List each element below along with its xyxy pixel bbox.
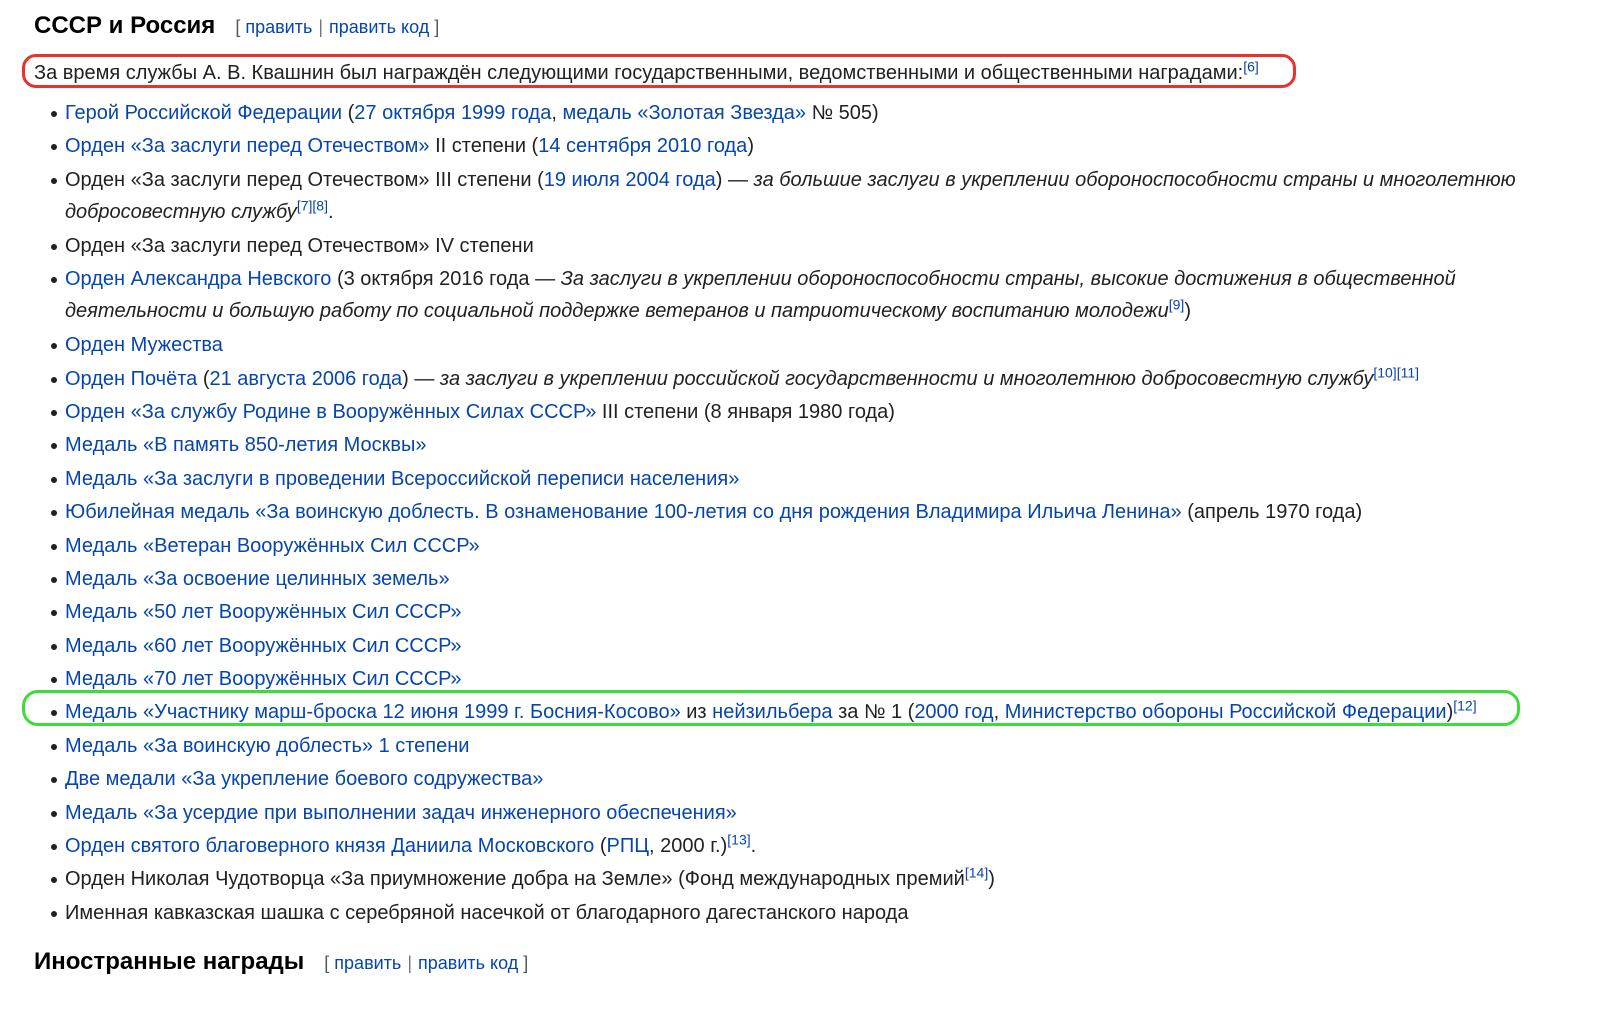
award-text: . <box>750 835 757 858</box>
award-link[interactable]: Орден Мужества <box>65 334 223 357</box>
award-list-item <box>34 530 1534 562</box>
award-text: (апрель 1970 года) <box>1181 501 1363 524</box>
award-link[interactable]: 2006 года <box>311 367 403 390</box>
award-link[interactable]: Министерство обороны Российской Федерации <box>1004 701 1447 724</box>
reference-link[interactable]: [13] <box>727 831 751 848</box>
award-text: Орден Николая Чудотворца «За приумножение добра на Земле» (Фонд международных премий <box>65 868 965 891</box>
award-text: ( <box>342 102 355 124</box>
award-list-item <box>34 563 1534 595</box>
award-text: № 505) <box>806 102 879 124</box>
award-link[interactable]: РПЦ <box>606 835 650 858</box>
award-list-item <box>34 730 1534 762</box>
award-link[interactable]: 1999 года <box>460 102 552 124</box>
award-list-item <box>34 630 1534 662</box>
award-text: III степени (8 января 1980 года) <box>596 400 895 423</box>
section-heading-foreign-awards <box>34 948 528 976</box>
edit-link[interactable]: править <box>334 953 402 973</box>
reference-link[interactable]: [14] <box>964 864 989 881</box>
award-link[interactable]: Медаль «70 лет Вооружённых Сил СССР» <box>65 668 462 691</box>
award-text: , <box>551 102 563 124</box>
award-citation: За заслуги в укреплении обороноспособности страны, высокие достижения в общественной деятельности и большую работу по социальной поддержке ветеранов и патриотическому воспитанию молодежи <box>65 268 1456 323</box>
award-link[interactable]: 2004 года <box>625 168 716 191</box>
award-list-item <box>34 329 1534 361</box>
reference-sup <box>1453 698 1476 714</box>
award-list-item <box>34 596 1534 628</box>
award-list-item <box>34 230 1534 262</box>
award-link[interactable]: 2000 год <box>914 701 994 724</box>
award-link[interactable]: Орден «За службу Родине в Вооружённых Силах СССР» <box>65 400 597 423</box>
award-link[interactable]: Орден Александра Невского <box>65 268 332 291</box>
award-list-item <box>34 463 1534 495</box>
award-text: II степени ( <box>429 135 539 158</box>
reference-sup <box>727 831 750 847</box>
edit-link[interactable]: править <box>245 17 313 37</box>
award-list-item <box>34 496 1534 528</box>
award-link[interactable]: Герой Российской Федерации <box>65 102 343 124</box>
edit-code-link[interactable]: править код <box>329 17 430 37</box>
award-link[interactable]: Медаль «За усердие при выполнении задач инженерного обеспечения» <box>65 801 737 824</box>
award-text: Именная кавказская шашка с серебряной насечкой от благодарного дагестанского народа <box>65 901 909 924</box>
award-text: ( <box>594 835 607 858</box>
award-link[interactable]: Орден «За заслуги перед Отечеством» <box>65 135 430 158</box>
reference-sup <box>297 197 313 213</box>
award-link[interactable]: Орден святого благоверного князя Даниила Московского <box>65 835 595 858</box>
award-text: ) — <box>715 168 754 191</box>
award-link[interactable]: нейзильбера <box>712 701 833 724</box>
award-text: Орден «За заслуги перед Отечеством» IV степени <box>65 234 534 257</box>
award-list-item <box>34 763 1534 795</box>
award-list-item <box>34 863 1534 895</box>
award-link[interactable]: Медаль «За воинскую доблесть» 1 степени <box>65 734 470 757</box>
intro-paragraph <box>34 59 1534 87</box>
award-text: . <box>327 200 334 223</box>
award-link[interactable]: Медаль «Участнику марш-броска 12 июня 1999 г. Босния-Косово» <box>65 701 681 724</box>
edit-section-links: [ править | править код ] <box>235 17 440 37</box>
edit-code-link[interactable]: править код <box>418 953 519 973</box>
award-link[interactable]: 14 сентября <box>538 135 652 158</box>
award-link[interactable]: 2010 года <box>656 135 748 158</box>
award-citation: за заслуги в укреплении российской государственности и многолетнюю добросовестную службу <box>439 367 1374 390</box>
award-list-item <box>34 164 1534 228</box>
award-link[interactable]: 27 октября <box>354 102 456 124</box>
award-list-item <box>34 663 1534 695</box>
award-list-item <box>34 130 1534 162</box>
intro-text: За время службы А. В. Квашнин был награждён следующими государственными, ведомственными и общественными наградами: <box>34 62 1244 84</box>
award-text: , <box>993 701 1005 724</box>
award-text: ) — <box>402 367 440 390</box>
award-list-item <box>34 429 1534 461</box>
award-text: (3 октября 2016 года — <box>331 268 561 291</box>
award-text: , 2000 г.) <box>649 835 728 858</box>
award-link[interactable]: Орден Почёта <box>65 367 198 390</box>
section-heading-ussr-russia <box>34 12 439 40</box>
award-text: ) <box>747 135 754 158</box>
reference-sup <box>1397 364 1419 380</box>
award-list-item <box>34 263 1534 327</box>
awards-list <box>34 97 1534 930</box>
edit-section-links: [ править | править код ] <box>324 953 529 973</box>
reference-link[interactable]: [8] <box>312 197 328 214</box>
award-text: ) <box>1446 701 1454 724</box>
award-text: ( <box>197 367 210 390</box>
award-text: ) <box>988 868 995 891</box>
reference-link[interactable]: [11] <box>1396 363 1420 380</box>
reference-sup <box>965 865 988 881</box>
award-link[interactable]: 21 августа <box>209 367 307 390</box>
award-link[interactable]: 19 июля <box>543 168 620 191</box>
section-title: Иностранные награды <box>34 948 305 975</box>
award-list-item <box>34 396 1534 428</box>
reference-sup <box>1169 297 1185 313</box>
reference-sup <box>1373 364 1396 380</box>
award-list-item <box>34 897 1534 929</box>
award-text: из <box>680 701 713 724</box>
award-link[interactable]: Медаль «50 лет Вооружённых Сил СССР» <box>65 601 462 624</box>
award-list-item <box>34 363 1534 395</box>
award-list-item <box>34 696 1534 728</box>
award-link[interactable]: медаль «Золотая Звезда» <box>562 102 807 124</box>
award-list-item <box>34 830 1534 862</box>
award-link[interactable]: Юбилейная медаль «За воинскую доблесть. В ознаменование 100-летия со дня рождения Владимира Ильича Ленина» <box>65 501 1182 524</box>
reference-sup <box>312 197 328 213</box>
award-citation: за большие заслуги в укреплении обороноспособности страны и многолетнюю добросовестную службу <box>65 168 1516 223</box>
award-list-item <box>34 97 1534 129</box>
award-list-item <box>34 797 1534 829</box>
award-link[interactable]: Медаль «В память 850-летия Москвы» <box>65 434 427 457</box>
award-text: ) <box>1184 300 1191 323</box>
award-text: за № 1 ( <box>832 701 915 724</box>
reference-link[interactable]: [9] <box>1168 296 1185 313</box>
reference-link[interactable]: [12] <box>1453 697 1477 714</box>
reference-link[interactable]: [7] <box>296 197 313 214</box>
award-link[interactable]: Медаль «За заслуги в проведении Всероссийской переписи населения» <box>65 467 740 490</box>
reference-link[interactable]: [10] <box>1373 363 1397 380</box>
award-text: Орден «За заслуги перед Отечеством» III степени ( <box>65 168 544 191</box>
award-link[interactable]: Медаль «Ветеран Вооружённых Сил СССР» <box>65 534 480 557</box>
award-link[interactable]: Две медали «За укрепление боевого содружества» <box>65 768 544 791</box>
award-link[interactable]: Медаль «60 лет Вооружённых Сил СССР» <box>65 634 462 657</box>
reference-link[interactable]: [6] <box>1243 58 1259 75</box>
award-link[interactable]: Медаль «За освоение целинных земель» <box>65 567 450 590</box>
section-title: СССР и Россия <box>34 12 216 39</box>
